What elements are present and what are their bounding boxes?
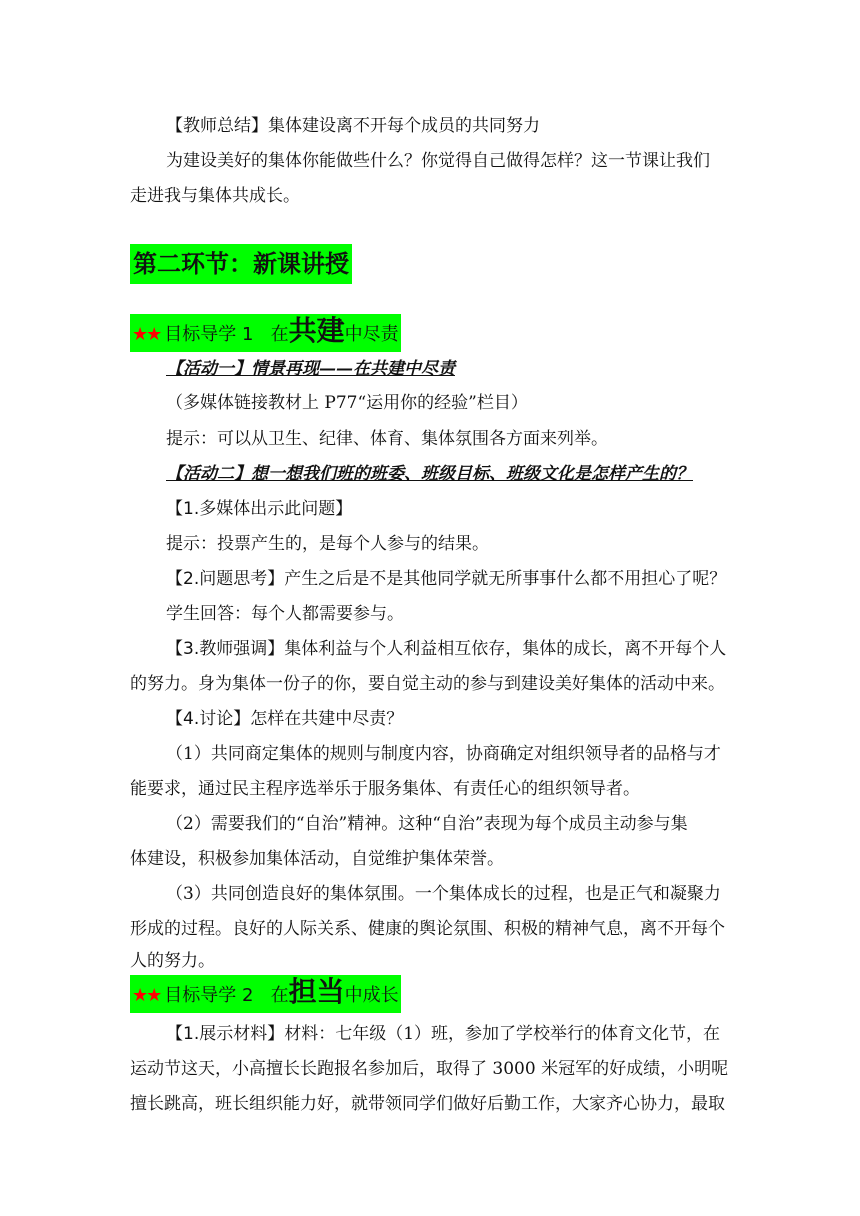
goal2-prefix: 目标导学 2 bbox=[164, 985, 254, 1006]
material-intro bbox=[166, 1021, 776, 1047]
step2-text: 产生之后是不是其他同学就无所事事什么都不用担心了呢？ bbox=[284, 569, 727, 589]
point2-line1: （2）需要我们的“自治”精神。这种“自治”表现为每个成员主动参与集 bbox=[166, 814, 688, 834]
goal1-prefix: 目标导学 1 bbox=[164, 324, 254, 345]
teacher-summary bbox=[166, 113, 776, 139]
point1-line2: 能要求，通过民主程序选举乐于服务集体、有责任心的组织领导者。 bbox=[130, 779, 640, 799]
activity1-title: 【活动一】情景再现——在共建中尽责 bbox=[166, 359, 455, 379]
material-tag: 【1.展示材料】 bbox=[166, 1024, 285, 1044]
goal2-keyword: 担当 bbox=[288, 975, 345, 1008]
goal1-heading bbox=[130, 314, 740, 352]
intro-question-line2: 走进我与集体共成长。 bbox=[130, 186, 300, 206]
summary-tag: 【教师总结】 bbox=[166, 116, 268, 136]
material-line2: 运动节这天，小高擅长长跑报名参加后，取得了 3000 米冠军的好成绩，小明呢 bbox=[130, 1059, 729, 1079]
point2-line2: 体建设，积极参加集体活动，自觉维护集体荣誉。 bbox=[130, 849, 504, 869]
step4-tag: 【4.讨论】 bbox=[166, 709, 251, 729]
goal2-banner bbox=[130, 975, 401, 1013]
step3-emphasis bbox=[166, 636, 776, 662]
step3-line2: 的努力。身为集体一份子的你，要自觉主动的参与到建设美好集体的活动中来。 bbox=[130, 674, 725, 694]
step3-line1: 集体利益与个人利益相互依存，集体的成长，离不开每个人 bbox=[284, 639, 727, 659]
goal2-pre: 在 bbox=[270, 985, 289, 1006]
activity1-hint: 提示：可以从卫生、纪律、体育、集体氛围各方面来列举。 bbox=[166, 429, 608, 449]
summary-text: 集体建设离不开每个成员的共同努力 bbox=[268, 116, 540, 136]
step4-text: 怎样在共建中尽责？ bbox=[250, 709, 404, 729]
goal1-pre: 在 bbox=[270, 324, 289, 345]
step2-tag: 【2.问题思考】 bbox=[166, 569, 285, 589]
star-icon: ★★ bbox=[132, 324, 161, 345]
step2-answer: 学生回答：每个人都需要参与。 bbox=[166, 604, 404, 624]
goal2-post: 中成长 bbox=[344, 985, 399, 1006]
step1-tag: 【1.多媒体出示此问题】 bbox=[166, 499, 353, 519]
goal1-post: 中尽责 bbox=[344, 324, 399, 345]
point1-line1: （1）共同商定集体的规则与制度内容，协商确定对组织领导者的品格与才 bbox=[166, 744, 721, 764]
activity1-media: （多媒体链接教材上 P77“运用你的经验”栏目） bbox=[166, 393, 528, 413]
intro-question-line1: 为建设美好的集体你能做些什么？你觉得自己做得怎样？这一节课让我们 bbox=[166, 151, 710, 171]
star-icon: ★★ bbox=[132, 985, 161, 1006]
goal1-banner bbox=[130, 314, 401, 352]
goal2-heading bbox=[130, 975, 740, 1013]
step1-hint: 提示：投票产生的，是每个人参与的结果。 bbox=[166, 534, 489, 554]
step2-question bbox=[166, 566, 776, 592]
goal1-keyword: 共建 bbox=[288, 314, 345, 347]
step3-tag: 【3.教师强调】 bbox=[166, 639, 285, 659]
material-line1: 材料：七年级（1）班，参加了学校举行的体育文化节，在 bbox=[284, 1024, 721, 1044]
point3-line1: （3）共同创造良好的集体氛围。一个集体成长的过程，也是正气和凝聚力 bbox=[166, 884, 721, 904]
section-heading bbox=[130, 244, 740, 284]
section-title: 第二环节：新课讲授 bbox=[130, 244, 352, 284]
point3-line2: 形成的过程。良好的人际关系、健康的舆论氛围、积极的精神气息，离不开每个 bbox=[130, 919, 725, 939]
activity2-title: 【活动二】想一想我们班的班委、班级目标、班级文化是怎样产生的？ bbox=[166, 464, 693, 484]
point3-line3: 人的努力。 bbox=[130, 951, 215, 971]
material-line3: 擅长跳高，班长组织能力好，就带领同学们做好后勤工作，大家齐心协力，最取 bbox=[130, 1094, 725, 1114]
step4-discussion bbox=[166, 706, 776, 732]
